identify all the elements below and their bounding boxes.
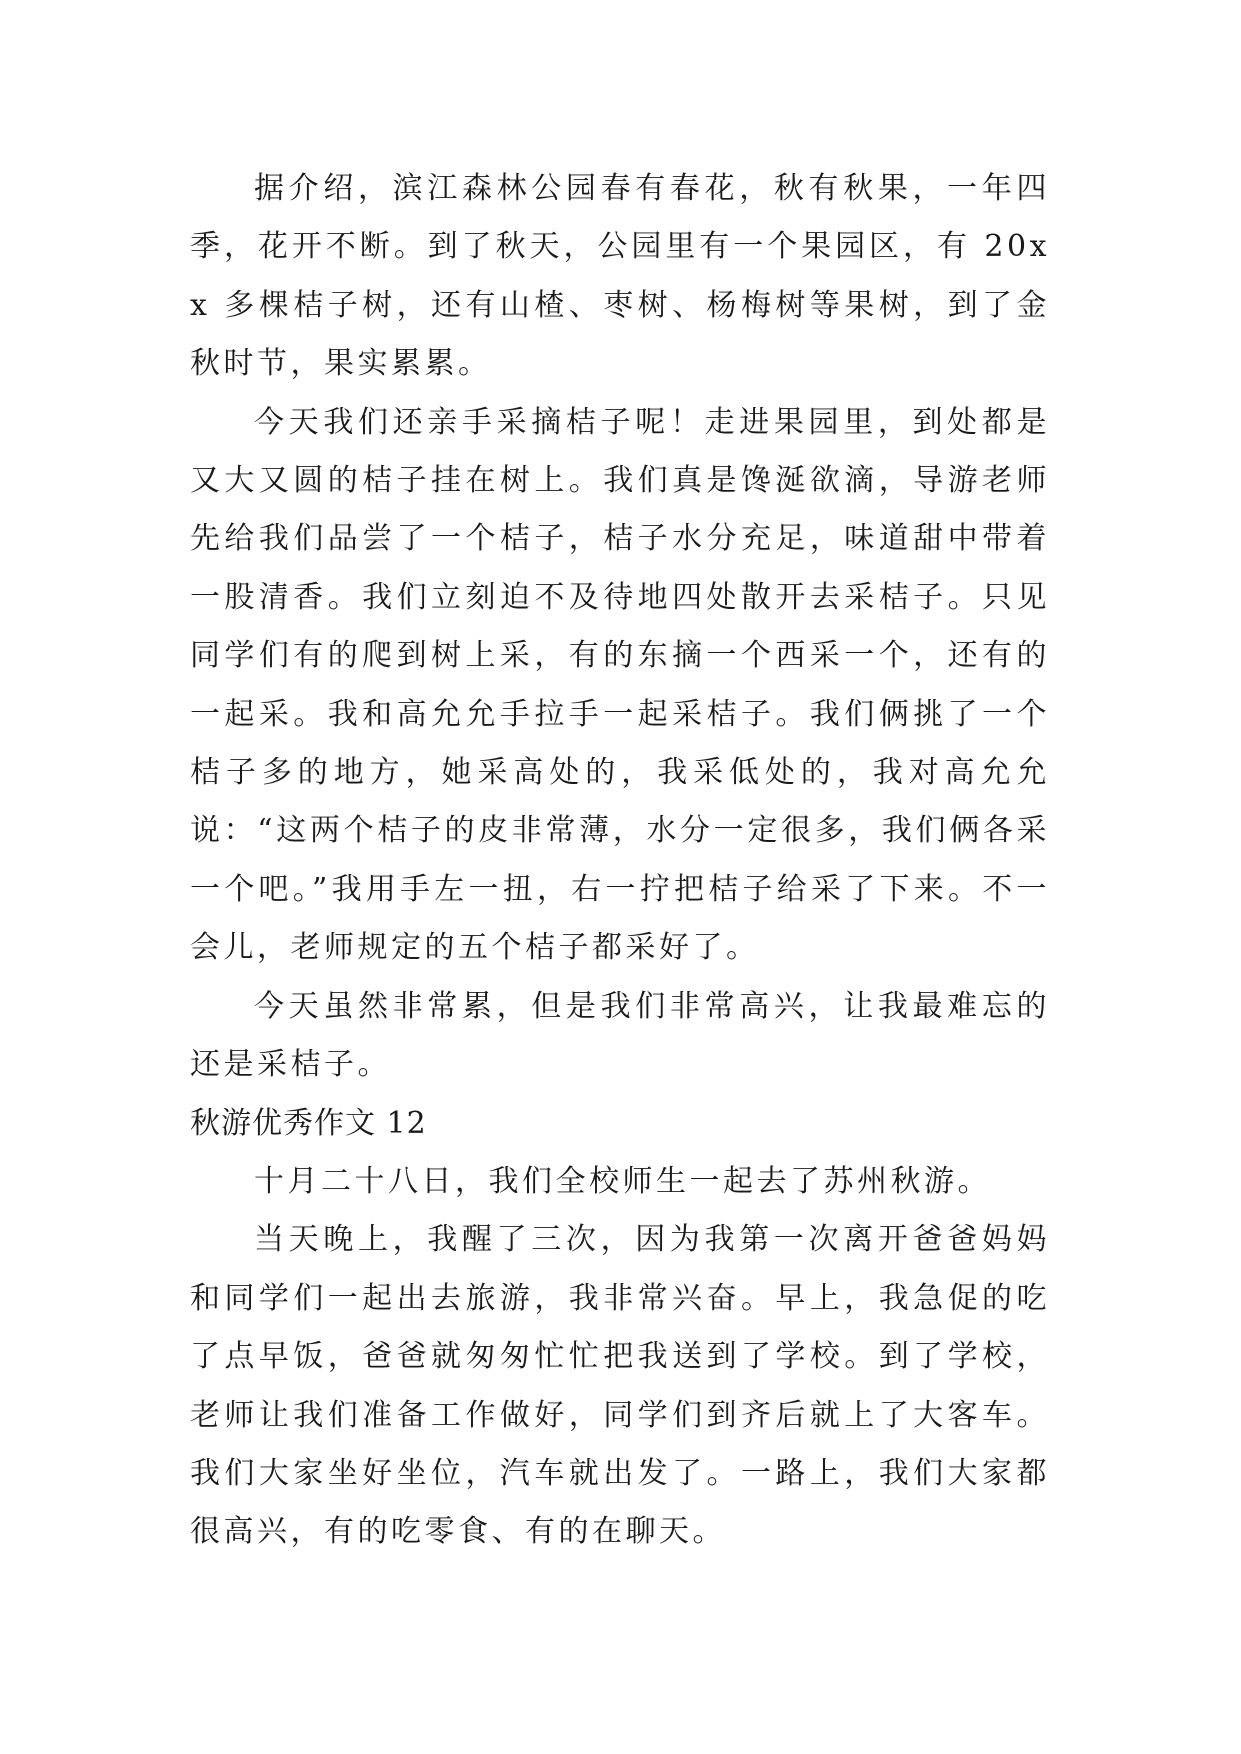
paragraph-picking-oranges: 今天我们还亲手采摘桔子呢！走进果园里，到处都是又大又圆的桔子挂在树上。我们真是馋涎欲滴，导游老师先给我们品尝了一个桔子，桔子水分充足，味道甜中带着一股清香。我们立刻迫不及待地四处散开去采桔子。只见同学们有的爬到树上采，有的东摘一个西采一个，还有的一起采。我和高允允手拉手一起采桔子。我们俩挑了一个桔子多的地方，她采高处的，我采低处的，我对高允允说：“这两个桔子的皮非常薄，水分一定很多，我们俩各采一个吧。”我用手左一扭，右一拧把桔子给采了下来。不一会儿，老师规定的五个桔子都采好了。 bbox=[190, 404, 1050, 966]
document-body bbox=[190, 160, 1050, 1562]
paragraph-departure: 当天晚上，我醒了三次，因为我第一次离开爸爸妈妈和同学们一起出去旅游，我非常兴奋。早上，我急促的吃了点早饭，爸爸就匆匆忙忙把我送到了学校。到了学校，老师让我们准备工作做好，同学们到齐后就上了大客车。我们大家坐好坐位，汽车就出发了。一路上，我们大家都很高兴，有的吃零食、有的在聊天。 bbox=[190, 1222, 1050, 1550]
paragraph-conclusion: 今天虽然非常累，但是我们非常高兴，让我最难忘的还是采桔子。 bbox=[190, 988, 1050, 1083]
paragraph-suzhou-trip: 十月二十八日，我们全校师生一起去了苏州秋游。 bbox=[254, 1163, 991, 1199]
paragraph-park-intro: 据介绍，滨江森林公园春有春花，秋有秋果，一年四季，花开不断。到了秋天，公园里有一个果园区，有 20xx 多棵桔子树，还有山楂、枣树、杨梅树等果树，到了金秋时节，果实累累。 bbox=[190, 171, 1050, 382]
section-title: 秋游优秀作文 12 bbox=[190, 1105, 427, 1141]
